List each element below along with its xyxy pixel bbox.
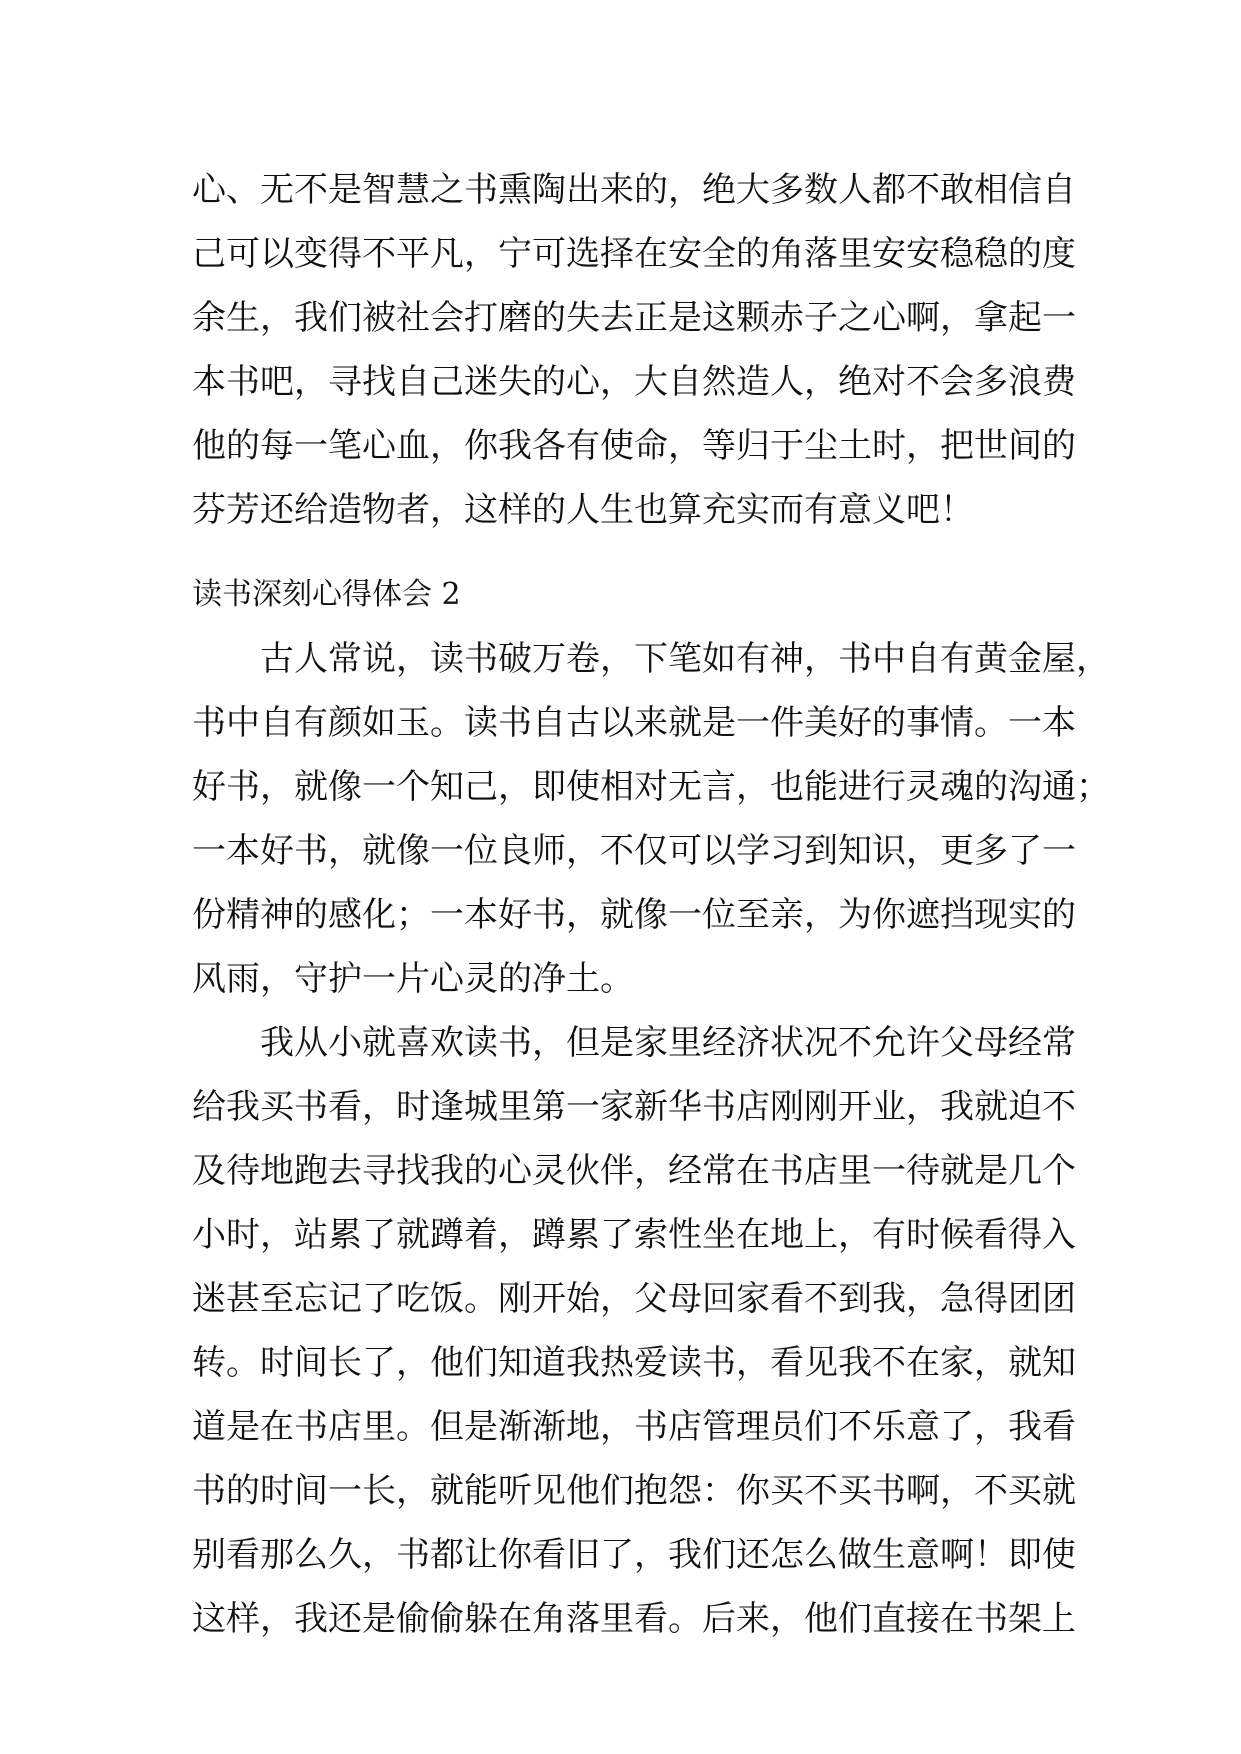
text-line: 小时，站累了就蹲着，蹲累了索性坐在地上，有时候看得入 (192, 1215, 1076, 1255)
text-line: 书中自有颜如玉。读书自古以来就是一件美好的事情。一本 (192, 703, 1076, 743)
text-line: 书的时间一长，就能听见他们抱怨：你买不买书啊，不买就 (192, 1471, 1076, 1511)
text-line: 己可以变得不平凡，宁可选择在安全的角落里安安稳稳的度 (192, 234, 1076, 274)
text-line: 及待地跑去寻找我的心灵伙伴，经常在书店里一待就是几个 (192, 1151, 1076, 1191)
continuation-paragraph (192, 158, 1076, 542)
text-line: 道是在书店里。但是渐渐地，书店管理员们不乐意了，我看 (192, 1407, 1076, 1447)
text-line: 转。时间长了，他们知道我热爱读书，看见我不在家，就知 (192, 1343, 1076, 1383)
section-heading: 读书深刻心得体会 2 (192, 577, 461, 612)
text-line: 这样，我还是偷偷躲在角落里看。后来，他们直接在书架上 (192, 1599, 1076, 1639)
text-line: 一本好书，就像一位良师，不仅可以学习到知识，更多了一 (192, 831, 1076, 871)
section-body (192, 627, 1110, 1651)
text-line: 心、无不是智慧之书熏陶出来的，绝大多数人都不敢相信自 (192, 170, 1076, 210)
text-line: 给我买书看，时逢城里第一家新华书店刚刚开业，我就迫不 (192, 1087, 1076, 1127)
text-line: 我从小就喜欢读书，但是家里经济状况不允许父母经常 (260, 1023, 1076, 1063)
text-line: 芬芳还给造物者，这样的人生也算充实而有意义吧！ (192, 490, 974, 530)
text-line: 余生，我们被社会打磨的失去正是这颗赤子之心啊，拿起一 (192, 298, 1076, 338)
text-line: 迷甚至忘记了吃饭。刚开始，父母回家看不到我，急得团团 (192, 1279, 1076, 1319)
text-line: 别看那么久，书都让你看旧了，我们还怎么做生意啊！即使 (192, 1535, 1076, 1575)
text-line: 好书，就像一个知己，即使相对无言，也能进行灵魂的沟通； (192, 767, 1110, 807)
text-line: 他的每一笔心血，你我各有使命，等归于尘土时，把世间的 (192, 426, 1076, 466)
text-line: 份精神的感化；一本好书，就像一位至亲，为你遮挡现实的 (192, 895, 1076, 935)
text-line: 古人常说，读书破万卷，下笔如有神，书中自有黄金屋， (260, 639, 1110, 679)
text-line: 风雨，守护一片心灵的净土。 (192, 959, 634, 999)
text-line: 本书吧，寻找自己迷失的心，大自然造人，绝对不会多浪费 (192, 362, 1076, 402)
